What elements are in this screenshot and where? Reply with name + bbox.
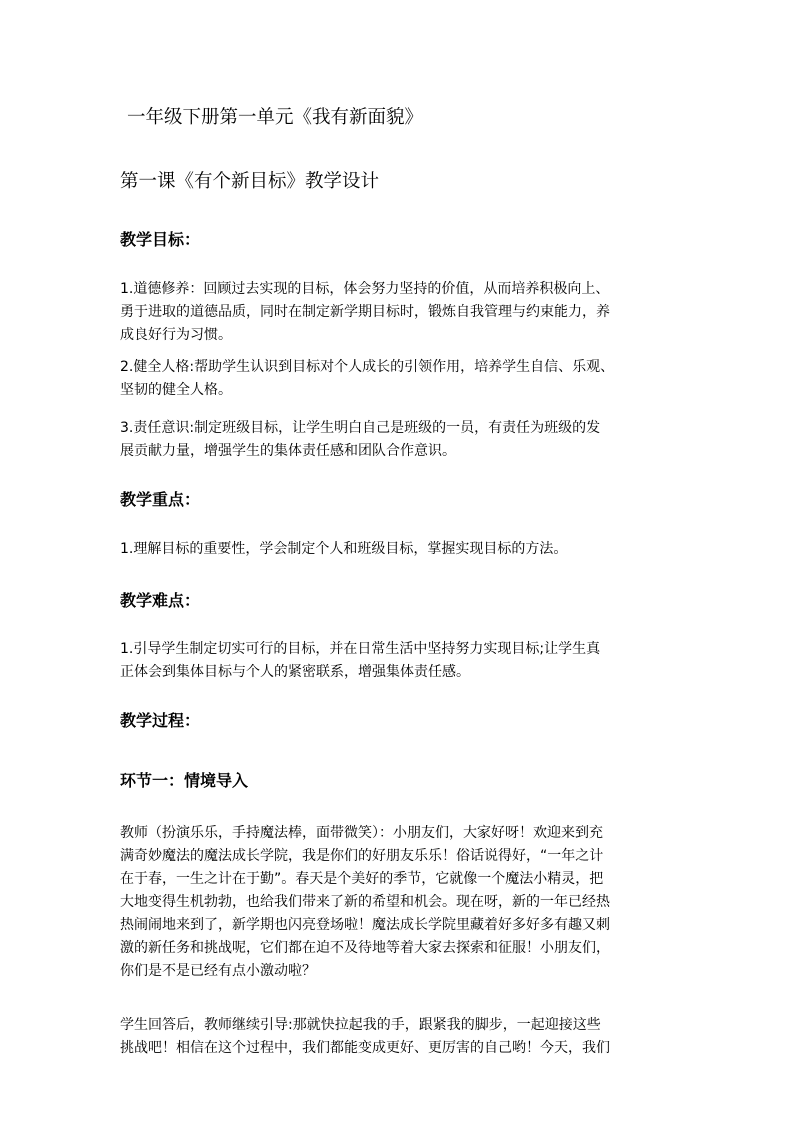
text-line: 坚韧的健全人格。 [120, 382, 232, 398]
text-line: 热闹闹地来到了，新学期也闪亮登场啦！魔法成长学院里藏着好多好多有趣又刺 [120, 917, 610, 933]
text-line: 2.健全人格:帮助学生认识到目标对个人成长的引领作用，培养学生自信、乐观、 [120, 359, 615, 375]
lesson-title: 第一课《有个新目标》教学设计 [120, 171, 380, 192]
process-paragraph-1 [120, 822, 680, 983]
objective-item-2 [120, 356, 680, 402]
text-line: 大地变得生机勃勃，也给我们带来了新的希望和机会。现在呀，新的一年已经热 [120, 894, 610, 910]
text-line: 勇于进取的道德品质，同时在制定新学期目标时，锻炼自我管理与约束能力，养 [120, 304, 610, 320]
text-line: 3.责任意识:制定班级目标，让学生明白自己是班级的一员，有责任为班级的发 [120, 420, 601, 436]
objective-item-3 [120, 417, 680, 463]
text-line: 在于春，一生之计在于勤”。春天是个美好的季节，它就像一个魔法小精灵，把 [120, 871, 604, 887]
text-line: 1.理解目标的重要性，学会制定个人和班级目标，掌握实现目标的方法。 [120, 541, 568, 557]
step1-heading: 环节一：情境导入 [120, 771, 249, 790]
unit-title: 一年级下册第一单元《我有新面貌》 [127, 107, 424, 128]
text-line: 满奇妙魔法的魔法成长学院，我是你们的好朋友乐乐！俗话说得好，“一年之计 [120, 848, 604, 864]
text-line: 挑战吧！相信在这个过程中，我们都能变成更好、更厉害的自己哟！今天，我们 [120, 1040, 610, 1056]
difficulties-heading: 教学难点： [120, 591, 201, 610]
objectives-heading: 教学目标： [120, 230, 201, 249]
objective-item-1 [120, 278, 680, 347]
difficulties-text [120, 638, 680, 684]
text-line: 展贡献力量，增强学生的集体责任感和团队合作意识。 [120, 443, 456, 459]
text-line: 正体会到集体目标与个人的紧密联系，增强集体责任感。 [120, 664, 470, 680]
key-points-heading: 教学重点： [120, 490, 201, 509]
text-line: 教师（扮演乐乐，手持魔法棒，面带微笑）：小朋友们，大家好呀！欢迎来到充 [120, 825, 603, 841]
text-line: 成良好行为习惯。 [120, 327, 232, 343]
key-points-text [120, 538, 680, 561]
process-heading: 教学过程： [120, 711, 201, 730]
text-line: 激的新任务和挑战呢，它们都在迫不及待地等着大家去探索和征服！小朋友们， [120, 940, 610, 956]
text-line: 1.引导学生制定切实可行的目标，并在日常生活中坚持努力实现目标;让学生真 [120, 641, 601, 657]
process-paragraph-2 [120, 1014, 680, 1060]
text-line: 1.道德修养：回顾过去实现的目标，体会努力坚持的价值，从而培养积极向上、 [120, 281, 610, 297]
text-line: 学生回答后，教师继续引导:那就快拉起我的手，跟紧我的脚步，一起迎接这些 [120, 1017, 601, 1033]
text-line: 你们是不是已经有点小激动啦？ [120, 963, 316, 979]
